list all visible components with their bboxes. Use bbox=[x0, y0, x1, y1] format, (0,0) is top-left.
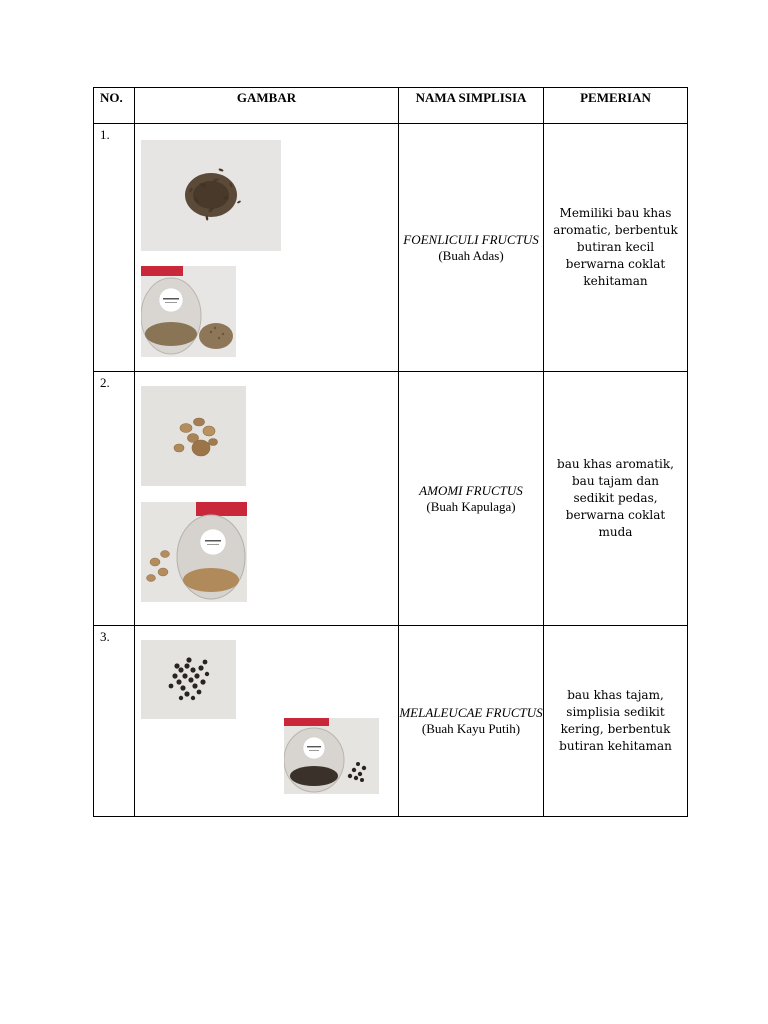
cardamom-photo bbox=[141, 386, 246, 486]
pemerian-text: bau khas tajam, simplisia sedikit kering, berbentuk butiran kehitaman bbox=[559, 688, 672, 753]
local-name: (Buah Adas) bbox=[438, 247, 504, 263]
latin-name: FOENLICULI FRUCTUS bbox=[403, 231, 539, 247]
header-row bbox=[94, 88, 688, 124]
cardamom-jar-photo bbox=[141, 502, 247, 602]
fennel-seeds-photo bbox=[141, 140, 281, 251]
row-number: 1. bbox=[100, 127, 110, 142]
row-number-cell bbox=[94, 124, 135, 372]
nama-simplisia-cell bbox=[399, 372, 544, 626]
header-no: NO. bbox=[94, 88, 135, 124]
image-cell bbox=[135, 626, 399, 817]
pemerian-cell bbox=[544, 372, 688, 626]
melaleuca-jar-photo bbox=[284, 718, 379, 794]
table-row bbox=[94, 372, 688, 626]
pemerian-cell bbox=[544, 124, 688, 372]
table-row bbox=[94, 626, 688, 817]
pemerian-cell bbox=[544, 626, 688, 817]
row-number: 3. bbox=[100, 629, 110, 644]
table-row bbox=[94, 124, 688, 372]
melaleuca-seeds-photo bbox=[141, 640, 236, 719]
image-cell bbox=[135, 124, 399, 372]
row-number: 2. bbox=[100, 375, 110, 390]
image-cell bbox=[135, 372, 399, 626]
nama-simplisia-cell bbox=[399, 626, 544, 817]
row-number-cell bbox=[94, 626, 135, 817]
latin-name: MELALEUCAE FRUCTUS bbox=[399, 705, 543, 720]
local-name: (Buah Kayu Putih) bbox=[421, 721, 521, 736]
fennel-jar-photo bbox=[141, 266, 236, 357]
pemerian-text: bau khas aromatik, bau tajam dan sedikit pedas, berwarna coklat muda bbox=[557, 457, 674, 539]
pemerian-text: Memiliki bau khas aromatic, berbentuk butiran kecil berwarna coklat kehitaman bbox=[553, 206, 678, 288]
row-number-cell bbox=[94, 372, 135, 626]
latin-name: AMOMI FRUCTUS bbox=[419, 482, 523, 498]
header-gambar: GAMBAR bbox=[135, 88, 399, 124]
local-name: (Buah Kapulaga) bbox=[426, 498, 516, 514]
simplisia-table bbox=[93, 87, 688, 817]
header-nama-simplisia: NAMA SIMPLISIA bbox=[399, 88, 544, 124]
header-pemerian: PEMERIAN bbox=[544, 88, 688, 124]
nama-simplisia-cell bbox=[399, 124, 544, 372]
